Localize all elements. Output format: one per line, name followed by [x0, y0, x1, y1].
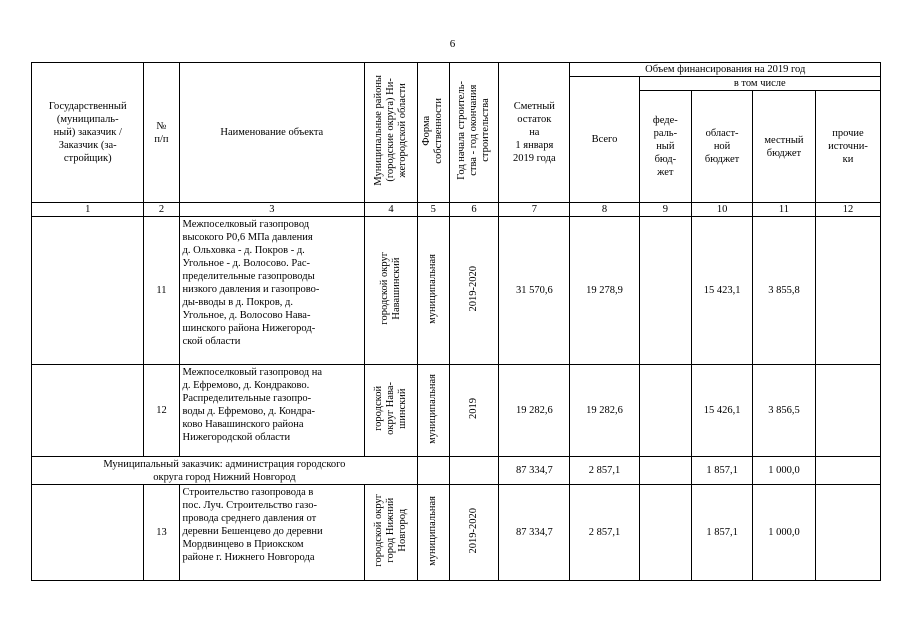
- ownership-cell: муниципальная: [417, 485, 449, 581]
- district-cell: городской округ город Нижний Новгород: [365, 485, 418, 581]
- remaining-cell: 87 334,7: [499, 485, 570, 581]
- header-customer: Государственный (муниципаль- ный) заказчик / Заказчик (за- стройщик): [32, 63, 144, 203]
- federal-cell: [639, 485, 692, 581]
- index-cell: 1: [32, 203, 144, 217]
- years-cell: [449, 457, 499, 485]
- remaining-cell: 31 570,6: [499, 217, 570, 365]
- customer-cell: [32, 485, 144, 581]
- index-cell: 2: [144, 203, 179, 217]
- header-years: Год начала строитель- ства - год окончания строительства: [449, 63, 499, 203]
- group-subtotal-row: [32, 457, 881, 485]
- index-cell: 7: [499, 203, 570, 217]
- table-row: [32, 365, 881, 457]
- other-cell: [815, 217, 880, 365]
- index-cell: 9: [639, 203, 692, 217]
- regional-cell: 1 857,1: [692, 457, 753, 485]
- other-cell: [815, 485, 880, 581]
- header-row-1: [32, 63, 881, 77]
- group-label: Муниципальный заказчик: администрация городского округа город Нижний Новгород: [32, 457, 418, 485]
- years-cell: 2019-2020: [449, 217, 499, 365]
- row-number: 11: [144, 217, 179, 365]
- local-cell: 1 000,0: [753, 457, 816, 485]
- index-cell: 5: [417, 203, 449, 217]
- ownership-cell: муниципальная: [417, 365, 449, 457]
- header-remaining: Сметный остаток на 1 января 2019 года: [499, 63, 570, 203]
- index-cell: 4: [365, 203, 418, 217]
- other-cell: [815, 457, 880, 485]
- object-name: Межпоселковый газопровод на д. Ефремово, д. Кондраково. Распределительные газопро- воды д. Ефремово, д. Кондра- ково Навашинского района Нижегородской области: [179, 365, 365, 457]
- total-cell: 19 282,6: [570, 365, 639, 457]
- index-cell: 3: [179, 203, 365, 217]
- header-including: в том числе: [639, 77, 880, 91]
- local-cell: 3 855,8: [753, 217, 816, 365]
- header-object-name: Наименование объекта: [179, 63, 365, 203]
- index-cell: 8: [570, 203, 639, 217]
- years-cell: 2019: [449, 365, 499, 457]
- regional-cell: 1 857,1: [692, 485, 753, 581]
- table-row: [32, 217, 881, 365]
- header-federal: феде- раль- ный бюд- жет: [639, 91, 692, 203]
- federal-cell: [639, 365, 692, 457]
- years-cell: 2019-2020: [449, 485, 499, 581]
- object-name: Строительство газопровода в пос. Луч. Строительство газо- провода среднего давления от деревни Бешенцево до деревни Мордвинцево в Приокском районе г. Нижнего Новгорода: [179, 485, 365, 581]
- header-total: Всего: [570, 77, 639, 203]
- header-funding-group: Объем финансирования на 2019 год: [570, 63, 881, 77]
- header-other: прочие источни- ки: [815, 91, 880, 203]
- customer-cell: [32, 217, 144, 365]
- financing-table: [31, 62, 881, 581]
- index-cell: 10: [692, 203, 753, 217]
- header-number: № п/п: [144, 63, 179, 203]
- header-regional: област- ной бюджет: [692, 91, 753, 203]
- table-row: [32, 485, 881, 581]
- remaining-cell: 19 282,6: [499, 365, 570, 457]
- local-cell: 3 856,5: [753, 365, 816, 457]
- ownership-cell: муниципальная: [417, 217, 449, 365]
- row-number: 13: [144, 485, 179, 581]
- header-local: местный бюджет: [753, 91, 816, 203]
- index-cell: 12: [815, 203, 880, 217]
- total-cell: 19 278,9: [570, 217, 639, 365]
- total-cell: 2 857,1: [570, 485, 639, 581]
- header-district: Муниципальные районы (городские округа) Ни- жегородской области: [365, 63, 418, 203]
- page-number: 6: [449, 38, 456, 50]
- row-number: 12: [144, 365, 179, 457]
- other-cell: [815, 365, 880, 457]
- total-cell: 2 857,1: [570, 457, 639, 485]
- district-cell: городской округ Нава- шинский: [365, 365, 418, 457]
- local-cell: 1 000,0: [753, 485, 816, 581]
- column-index-row: [32, 203, 881, 217]
- customer-cell: [32, 365, 144, 457]
- federal-cell: [639, 457, 692, 485]
- index-cell: 11: [753, 203, 816, 217]
- ownership-cell: [417, 457, 449, 485]
- index-cell: 6: [449, 203, 499, 217]
- header-ownership: Форма собственности: [417, 63, 449, 203]
- remaining-cell: 87 334,7: [499, 457, 570, 485]
- district-cell: городской округ Навашинский: [365, 217, 418, 365]
- object-name: Межпоселковый газопровод высокого Р0,6 МПа давления д. Ольховка - д. Покров - д. Угольное - д. Волосово. Рас- пределительные газопроводы низкого давления и газопрово- ды-вводы в д. Покров, д. Угольное, д. Волосово Нава- шинского района Нижегород- ской области: [179, 217, 365, 365]
- regional-cell: 15 423,1: [692, 217, 753, 365]
- regional-cell: 15 426,1: [692, 365, 753, 457]
- federal-cell: [639, 217, 692, 365]
